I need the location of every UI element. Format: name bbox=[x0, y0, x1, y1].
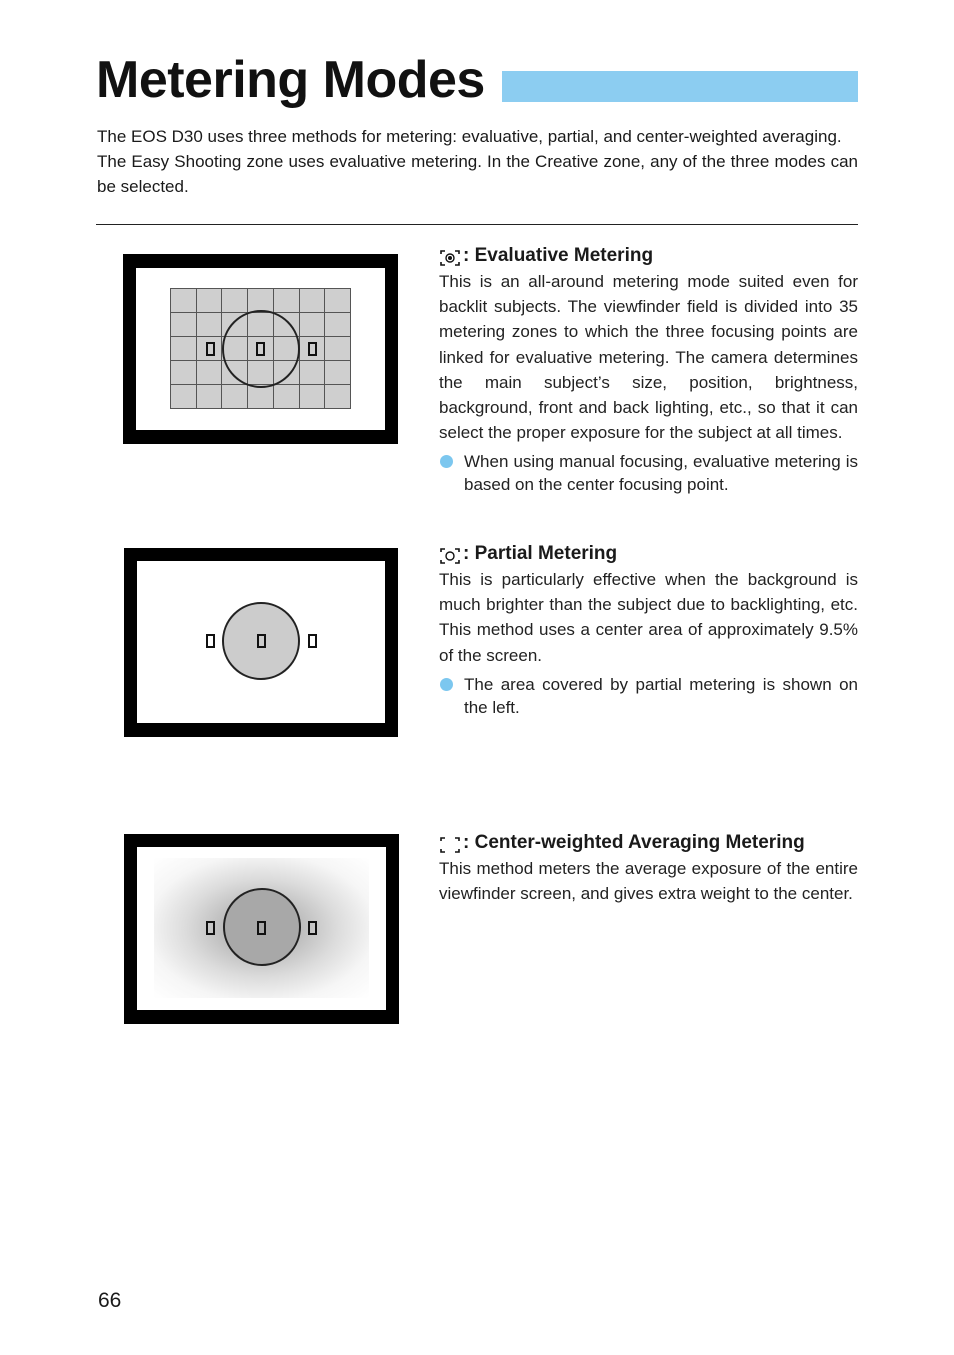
focus-point bbox=[257, 921, 266, 935]
section-title: : Partial Metering bbox=[463, 543, 618, 564]
focus-point bbox=[206, 921, 215, 935]
intro-paragraph: The EOS D30 uses three methods for metering: evaluative, partial, and center-weighted averaging. bbox=[97, 127, 842, 146]
section-title: : Evaluative Metering bbox=[463, 245, 654, 266]
center-weighted-metering-icon bbox=[439, 835, 461, 851]
section-body: This is an all-around metering mode suited even for backlit subjects. The viewfinder field is divided into 35 metering zones to which the three focusing points are linked for evaluative metering. The camera determines the main subject’s size, position, brightness, background, front and back lighting, etc., so that it can select the proper exposure for the subject at all times. bbox=[439, 272, 858, 443]
focus-point bbox=[256, 342, 265, 356]
evaluative-viewfinder-diagram bbox=[123, 254, 398, 444]
intro-paragraph: The Easy Shooting zone uses evaluative metering. In the Creative zone, any of the three modes can be selected. bbox=[97, 152, 858, 196]
note-text: When using manual focusing, evaluative metering is based on the center focusing point. bbox=[464, 452, 858, 495]
focus-point bbox=[257, 634, 266, 648]
bullet-icon bbox=[440, 455, 453, 468]
focus-point bbox=[308, 634, 317, 648]
center-weighted-viewfinder-diagram bbox=[124, 834, 399, 1024]
focus-point bbox=[308, 921, 317, 935]
note bbox=[439, 450, 858, 496]
focus-point bbox=[206, 342, 215, 356]
section-body: This method meters the average exposure of the entire viewfinder screen, and gives extra weight to the center. bbox=[439, 859, 858, 904]
divider bbox=[96, 224, 858, 225]
section-body: This is particularly effective when the background is much brighter than the subject due to backlighting, etc. This method uses a center area of approximately 9.5% of the screen. bbox=[439, 570, 858, 665]
note bbox=[439, 673, 858, 719]
partial-viewfinder-diagram bbox=[124, 548, 398, 737]
intro-text bbox=[97, 124, 858, 199]
page-number: 66 bbox=[98, 1289, 122, 1312]
evaluative-metering-section bbox=[439, 243, 858, 496]
note-text: The area covered by partial metering is shown on the left. bbox=[464, 674, 858, 717]
section-heading bbox=[439, 830, 858, 856]
evaluative-metering-icon bbox=[439, 248, 461, 264]
section-heading bbox=[439, 541, 858, 567]
section-title: : Center-weighted Averaging Metering bbox=[463, 832, 805, 853]
section-heading bbox=[439, 243, 858, 269]
partial-metering-section bbox=[439, 541, 858, 719]
partial-metering-icon bbox=[439, 546, 461, 562]
title-accent-bar bbox=[502, 71, 858, 102]
center-weighted-metering-section bbox=[439, 830, 858, 906]
bullet-icon bbox=[440, 678, 453, 691]
focus-point bbox=[206, 634, 215, 648]
focus-point bbox=[308, 342, 317, 356]
page-title: Metering Modes bbox=[96, 51, 485, 109]
